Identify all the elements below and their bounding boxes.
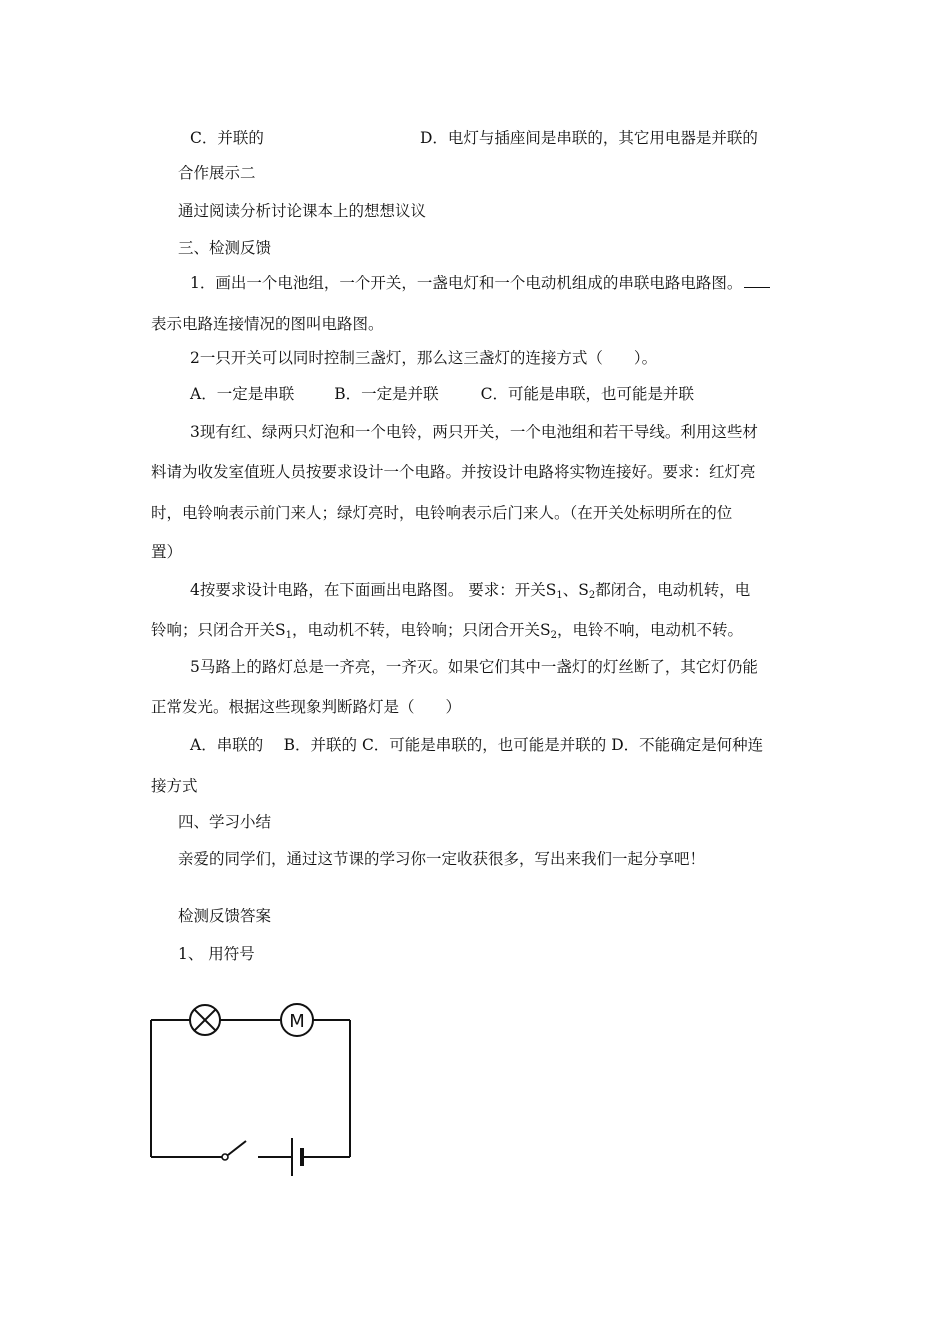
prev-question-options — [190, 128, 264, 148]
q2-options — [190, 384, 694, 404]
subscript-1: 1 — [285, 630, 292, 641]
q5-line-1: 5马路上的路灯总是一齐亮，一齐灭。如果它们其中一盏灯的灯丝断了，其它灯仍能 — [190, 658, 758, 676]
q2-option-c: C．可能是串联，也可能是并联 — [480, 385, 694, 403]
q4-text-f: ，电铃不响，电动机不转。 — [557, 621, 744, 639]
subscript-1: 1 — [556, 590, 563, 601]
q3-line-4: 置） — [151, 543, 183, 561]
q2-option-a: A．一定是串联 — [190, 385, 295, 403]
subscript-2: 2 — [588, 590, 596, 601]
summary-text: 亲爱的同学们，通过这节课的学习你一定收获很多，写出来我们一起分享吧！ — [178, 850, 706, 868]
switch-symbol — [222, 1141, 246, 1160]
option-c: C．并联的 — [190, 129, 264, 147]
q4-text-d: 铃响；只闭合开关S — [151, 621, 286, 639]
section-4-heading: 四、学习小结 — [178, 813, 272, 831]
coop-body: 通过阅读分析讨论课本上的想想议议 — [178, 202, 427, 220]
answer-blank — [744, 273, 770, 288]
q3-line-1: 3现有红、绿两只灯泡和一个电铃，两只开关，一个电池组和若干导线。利用这些材 — [190, 423, 758, 441]
q4-text-c: 都闭合，电动机转，电 — [595, 581, 751, 599]
q3-line-3: 时，电铃响表示前门来人；绿灯亮时，电铃响表示后门来人。（在开关处标明所在的位 — [151, 504, 733, 522]
option-d: D．电灯与插座间是串联的，其它用电器是并联的 — [420, 129, 758, 147]
q5-options: A．串联的 B．并联的 C．可能是串联的，也可能是并联的 D．不能确定是何种连 — [190, 736, 764, 754]
q4-line-1 — [190, 580, 750, 600]
motor-symbol — [281, 1004, 313, 1036]
q1-line-1 — [190, 273, 770, 293]
lamp-symbol — [190, 1005, 220, 1035]
q5-line-4: 接方式 — [151, 777, 198, 795]
q5-line-2: 正常发光。根据这些现象判断路灯是（ ） — [151, 698, 462, 716]
q3-line-2: 料请为收发室值班人员按要求设计一个电路。并按设计电路将实物连接好。要求：红灯亮 — [151, 463, 756, 481]
q4-text-a: 4按要求设计电路，在下面画出电路图。 要求：开关S — [190, 581, 557, 599]
q4-line-2 — [151, 620, 743, 640]
coop-title: 合作展示二 — [178, 164, 256, 182]
q4-text-e: ，电动机不转，电铃响；只闭合开关S — [292, 621, 551, 639]
section-3-heading: 三、检测反馈 — [178, 239, 272, 257]
answer-1-label: 1、 用符号 — [178, 945, 255, 963]
q2-stem: 2一只开关可以同时控制三盏灯，那么这三盏灯的连接方式（ ）。 — [190, 349, 658, 367]
q1-text: 1．画出一个电池组，一个开关，一盏电灯和一个电动机组成的串联电路电路图。 — [190, 274, 743, 292]
battery-symbol — [292, 1138, 302, 1176]
series-circuit-diagram — [140, 998, 370, 1188]
subscript-2: 2 — [550, 630, 557, 641]
q4-text-b: 、S — [562, 581, 589, 599]
q2-option-b: B．一定是并联 — [334, 385, 439, 403]
motor-label: M — [289, 1011, 305, 1032]
answer-title: 检测反馈答案 — [178, 907, 272, 925]
q1-line-2: 表示电路连接情况的图叫电路图。 — [151, 315, 384, 333]
